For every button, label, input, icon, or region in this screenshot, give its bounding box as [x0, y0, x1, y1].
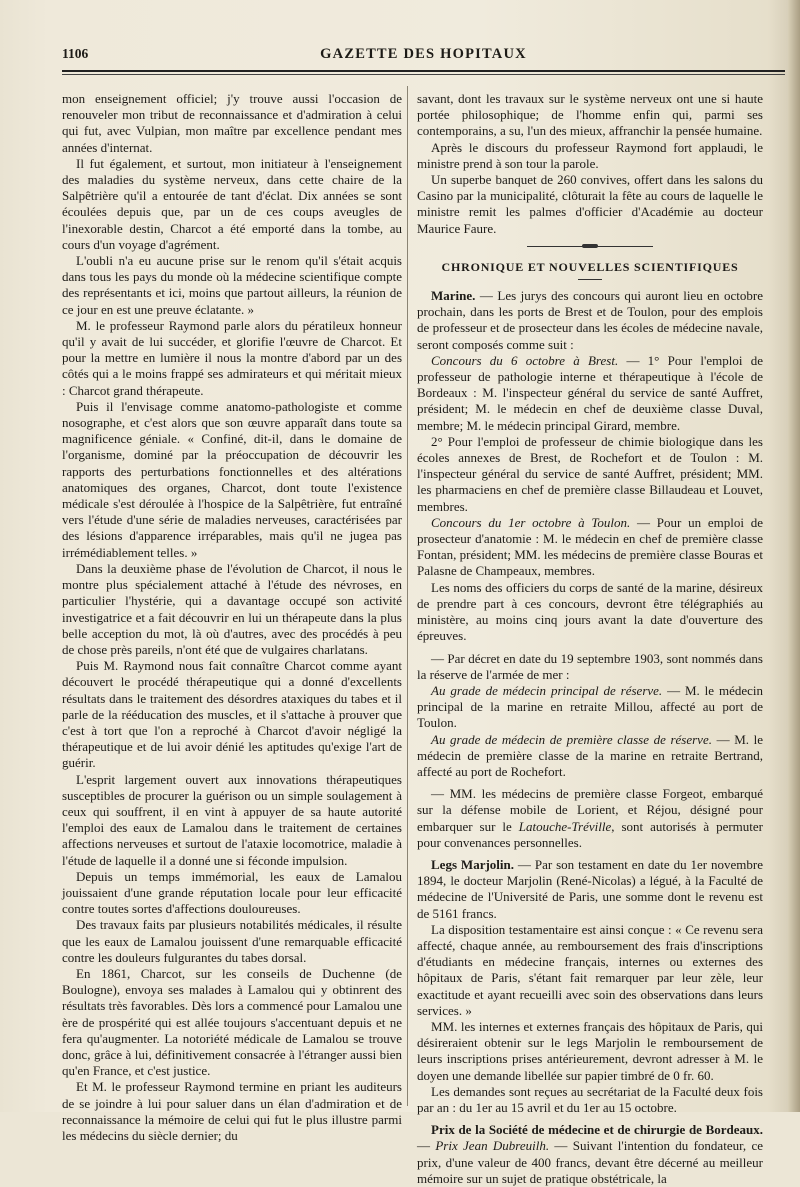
italic-heading: Concours du 6 octobre à Brest.: [431, 352, 619, 368]
header-rule-thick: [62, 70, 785, 72]
paragraph: [417, 732, 763, 781]
header-rule-thin: [62, 74, 785, 75]
paragraph: Il fut également, et surtout, mon initiateur à l'enseignement des maladies du système nerveux, dans cette chaire de la Salpêtrière qu'il a entourée de tant d'éclat. Dix années se sont écoulées depuis que, par un de ces coups aveugles de l'inexorable destin, Charcot a été emporté dans la tombe, au cours d'un voyage d'agrément.: [62, 155, 402, 252]
paragraph: savant, dont les travaux sur le système nerveux ont une si haute portée philosophique; de l'homme enfin qui, parmi ses contemporains, a su, l'un des mieux, affranchir la pensée humaine.: [417, 91, 763, 139]
paragraph-legs: [417, 857, 763, 922]
rubric-heading: Prix de la Société de médecine et de chirurgie de Bordeaux.: [431, 1122, 763, 1138]
column-divider: [407, 86, 408, 1106]
paragraph: [417, 353, 763, 434]
paragraph: Après le discours du professeur Raymond fort applaudi, le ministre prend à son tour la parole.: [417, 139, 763, 171]
paragraph: En 1861, Charcot, sur les conseils de Duchenne (de Boulogne), envoya ses malades à Lamalou qui y obtinrent des résultats très favorables. Dès lors a commencé pour Lamalou une ère de prospérité qui est allée toujours s'accentuant depuis et ne fera qu'augmenter. La notoriété médicale de Lamalou se trouve donc, grâce à lui, définitivement consacrée à l'étranger aussi bien qu'en France, et c'est justice.: [62, 965, 402, 1079]
paragraph: L'oubli n'a eu aucune prise sur le renom qu'il s'était acquis dans tous les pays du monde où la médecine scientifique compte des représentants et ici, moins que partout ailleurs, la réunion de ce jour en est une preuve éclatante. »: [62, 253, 402, 317]
paragraph: [417, 683, 763, 732]
section-title: CHRONIQUE ET NOUVELLES SCIENTIFIQUES: [441, 259, 739, 274]
text: — Suivant l'intention du fondateur, ce prix, d'une valeur de 400 francs, devant être décerné au meilleur mémoire sur un sujet de pratique obstétricale, la: [417, 1138, 764, 1186]
paragraph: [417, 786, 763, 851]
text: —: [417, 1138, 436, 1154]
text: — Par son testament en date du 1er novembre 1894, le docteur Marjolin (René-Nicolas) a légué, à la Faculté de médecine de l'Université de Paris, une somme dont le revenu est de 5161 francs.: [417, 856, 763, 921]
journal-title: GAZETTE DES HOPITAUX: [320, 46, 527, 62]
text: — MM. les médecins de première classe Forgeot, embarqué sur la défense mobile de Lorient, et Réjou, désigné pour embarquer sur le: [417, 786, 763, 834]
text: — 1° Pour l'emploi de professeur de pathologie interne et thérapeutique à l'école de Bordeaux : M. l'inspecteur général du service de santé Auffret, président; M. le médecin en chef de deuxième classe Duval, membre; M. le médecin principal Girard, membre.: [417, 352, 763, 433]
paragraph: Puis M. Raymond nous fait connaître Charcot comme ayant découvert le procédé thérapeutique qui a donné d'excellents résultats dans le traitement des désordres ataxiques du tabes et il parle de la rééducation des muscles, et il s'attache à prouver que c'est à tort que l'on a reproché à Charcot d'avoir négligé la thérapeutique et de lui avoir dénié les aptitudes qu'exige l'art de guérir.: [62, 658, 402, 771]
paragraph: MM. les internes et externes français des hôpitaux de Paris, qui désireraient obtenir sur le legs Marjolin le remboursement de leurs inscriptions prises antérieurement, devront adresser à M. le doyen une demande libellée sur papier timbré de 0 fr. 60.: [417, 1018, 763, 1083]
paragraph: Puis il l'envisage comme anatomo-pathologiste et comme nosographe, et c'est alors que son œuvre apparaît dans toute sa magnificence géniale. « Confiné, dit-il, dans le domaine de l'organisme, dominé par la préoccupation de découvrir les rapports des perturbations fonctionnelles et des altérations anatomiques des organes, Charcot, dont toute l'existence médicale s'est déroulée à l'hospice de la Salpêtrière, fut entraîné vers l'étude d'une série de maladies nerveuses, caractérisées par des lésions d'apparence irréparables, mais qu'il ne jugea pas irrémédiablement telles. »: [62, 398, 402, 560]
italic-heading: Prix Jean Dubreuilh.: [435, 1138, 550, 1154]
ship-name: Latouche-Tréville: [518, 818, 612, 834]
paragraph: Et M. le professeur Raymond termine en priant les auditeurs de se joindre à lui pour saluer dans un élan d'admiration et de reconnaissance la mémoire de celui qui fut le plus illustre parmi les médecins du siècle dernier; du: [62, 1079, 402, 1143]
paragraph-prix: [417, 1122, 763, 1187]
text: — Les jurys des concours qui auront lieu en octobre prochain, dans les ports de Brest et de Toulon, pour des emplois de professeur et de prosecteur dans les écoles de médecine navale, seront composés comme suit :: [417, 288, 763, 352]
paragraph: M. le professeur Raymond parle alors du pératileux honneur qu'il y avait de lui succéder, et glorifie l'œuvre de Charcot. Et pour la mettre en lumière il nous la montre d'abord par un des côtés qui a le moins frappé ses admirateurs et qui méritait mieux : Charcot grand thérapeute.: [62, 317, 402, 398]
paragraph: L'esprit largement ouvert aux innovations thérapeutiques susceptibles de procurer la guérison ou un simple soulagement à ceux qui souffrent, il en vint à appuyer de sa haute autorité l'emploi des eaux de Lamalou dans le traitement de certaines affections nerveuses et surtout de l'ataxie locomotrice, maladie à l'étude de laquelle il a donné une si féconde impulsion.: [62, 771, 402, 868]
ornament-separator: [417, 241, 763, 251]
text: — M. le médecin de première classe de la marine en retraite Bertrand, affecté au port de Rochefort.: [417, 731, 763, 779]
paragraph: — Par décret en date du 19 septembre 1903, sont nommés dans la réserve de l'armée de mer :: [417, 650, 763, 682]
paragraph: Dans la deuxième phase de l'évolution de Charcot, il nous le montre plus spécialement attaché à l'étude des névroses, en particulier l'hystérie, qui a davantage occupé son activité investigatrice et a fait découvrir en lui un thérapeute dans la plus belle acception du mot, là où d'autres, avec des procédés à peu de chose près pareils, n'ont été que de vulgaires charlatans.: [62, 560, 402, 657]
paragraph: [417, 515, 763, 580]
rubric-heading: Marine.: [431, 288, 476, 304]
right-column: [417, 91, 763, 1187]
page-spine-edge: [788, 0, 800, 1112]
text: — Pour un emploi de prosecteur d'anatomie : M. le médecin en chef de première classe Fontan, président; MM. les médecins de première classe Bouras et Palasne de Champeaux, membres.: [417, 514, 764, 579]
italic-heading: Concours du 1er octobre à Toulon.: [431, 514, 631, 530]
page-header: [62, 46, 785, 66]
text: — M. le médecin principal de la marine en retraite Millou, affecté au port de Toulon.: [417, 682, 763, 731]
section-title-rule: [578, 279, 602, 280]
paragraph: Les noms des officiers du corps de santé de la marine, désireux de prendre part à ces concours, devront être télégraphiés au ministère, au moins cinq jours avant la date d'ouverture des épreuves.: [417, 579, 763, 644]
page-number: 1106: [62, 46, 89, 61]
paragraph: Un superbe banquet de 260 convives, offert dans les salons du Casino par la municipalité, clôturait la fête au cours de laquelle le ministre remit les palmes d'officier d'Académie au docteur Maurice Faure.: [417, 172, 763, 236]
paragraph: Les demandes sont reçues au secrétariat de la Faculté deux fois par an : du 1er au 15 avril et du 1er au 15 octobre.: [417, 1083, 763, 1115]
italic-heading: Au grade de médecin de première classe de réserve.: [431, 731, 712, 747]
left-column: [62, 91, 402, 1144]
italic-heading: Au grade de médecin principal de réserve.: [431, 682, 663, 698]
paragraph: Depuis un temps immémorial, les eaux de Lamalou jouissaient d'une grande réputation locale pour leur efficacité contre toutes sortes d'affections douloureuses.: [62, 868, 402, 917]
rubric-heading: Legs Marjolin.: [431, 856, 514, 872]
text: , sont autorisés à permuter pour convenances personnelles.: [417, 818, 763, 850]
paragraph: Des travaux faits par plusieurs notabilités médicales, il résulte que les eaux de Lamalou jouissent d'une remarquable efficacité contre les douleurs fulgurantes du tabes dorsal.: [62, 917, 402, 965]
paragraph: La disposition testamentaire est ainsi conçue : « Ce revenu sera affecté, chaque année, au remboursement des frais d'inscriptions d'étudiants en médecine français, internes ou externes des hôpitaux de Paris, s'étant fait remarquer par leur zèle, leur exactitude et ayant recueilli avec soin des observations dans leurs services. »: [417, 921, 763, 1018]
paragraph-marine: [417, 288, 763, 353]
paragraph: 2° Pour l'emploi de professeur de chimie biologique dans les écoles annexes de Brest, de Rochefort et de Toulon : M. l'inspecteur général du service de santé Auffret, président; MM. les pharmaciens en chef de première classe Billaudeau et Louvet, membres.: [417, 433, 763, 514]
paragraph: mon enseignement officiel; j'y trouve aussi l'occasion de renouveler mon tribut de reconnaissance et d'admiration à celui qui fut, avec Vulpian, mon maître par excellence pendant mes années d'internat.: [62, 91, 402, 155]
